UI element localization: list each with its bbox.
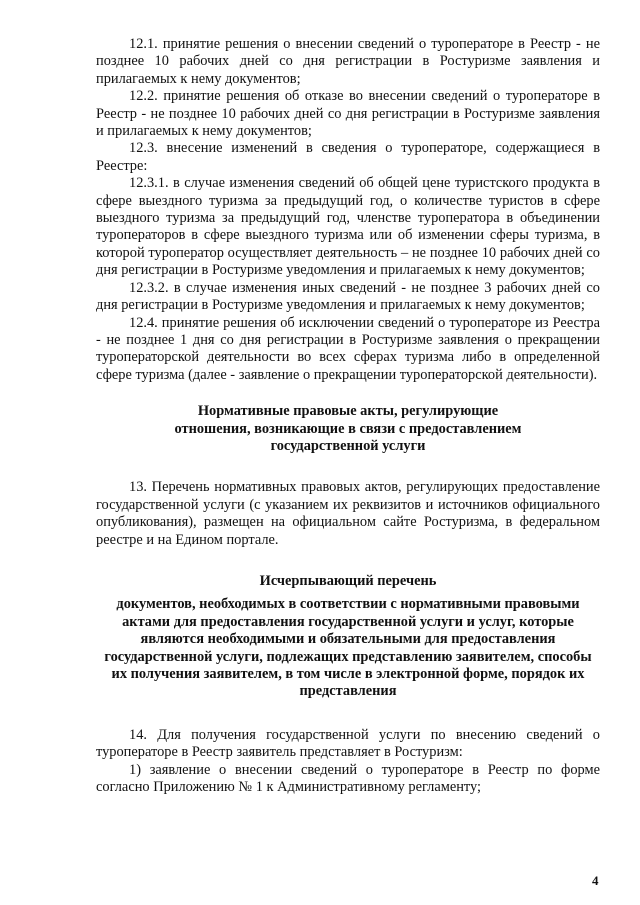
document-page: [96, 36, 600, 796]
paragraph-14: 14. Для получения государственной услуги по внесению сведений о туроператоре в Реестр заявитель представляет в Ростуризм:: [96, 726, 600, 761]
paragraph-12-1: 12.1. принятие решения о внесении сведений о туроператоре в Реестр - не позднее 10 рабочих дней со дня регистрации в Ростуризме заявления и прилагаемых к нему документов;: [96, 36, 600, 87]
paragraph-12-3: 12.3. внесение изменений в сведения о туроператоре, содержащиеся в Реестре:: [96, 140, 600, 174]
paragraph-12-3-1: 12.3.1. в случае изменения сведений об общей цене туристского продукта в сфере выездного туризма за предыдущий год, о количестве туристов в сфере выездного туризма за предыдущий год, членстве туроператора в объединении туроператоров в сфере выездного туризма или об изменении сферы туризма, в которой туроператор осуществляет деятельность – не позднее 10 рабочих дней со дня регистрации в Ростуризме уведомления и прилагаемых к нему документов;: [96, 175, 600, 279]
paragraph-13: 13. Перечень нормативных правовых актов, регулирующих предоставление государственной услуги (с указанием их реквизитов и источников официального опубликования), размещен на официальном сайте Ростуризма, в федеральном реестре и на Едином портале.: [96, 479, 600, 548]
section-heading-normative-acts: Нормативные правовые акты, регулирующие отношения, возникающие в связи с предоставлением государственной услуги: [174, 403, 522, 454]
paragraph-12-3-2: 12.3.2. в случае изменения иных сведений - не позднее 3 рабочих дней со дня регистрации в Ростуризме уведомления и прилагаемых к нему документов;: [96, 279, 600, 314]
paragraph-12-4: 12.4. принятие решения об исключении сведений о туроператоре из Реестра - не позднее 1 дня со дня регистрации в Ростуризме заявления о прекращении туроператорской деятельности во всех сферах туризма либо в определенной сфере туризма (далее - заявление о прекращении туроператорской деятельности).: [96, 314, 600, 383]
section-heading-documents-list: [96, 573, 600, 701]
paragraph-14-item-1: 1) заявление о внесении сведений о туроператоре в Реестр по форме согласно Приложению № 1 к Административному регламенту;: [96, 761, 600, 796]
section-heading-documents-title: Исчерпывающий перечень: [259, 572, 437, 589]
section-heading-documents-body: документов, необходимых в соответствии с нормативными правовыми актами для предоставления государственной услуги и услуг, которые являются необходимыми и обязательными для предоставления государственной услуги, подлежащих представлению заявителем, способы их получения заявителем, в том числе в электронной форме, порядок их представления: [104, 596, 592, 700]
page-number: 4: [592, 873, 599, 888]
paragraph-12-2: 12.2. принятие решения об отказе во внесении сведений о туроператоре в Реестр - не позднее 10 рабочих дней со дня регистрации в Ростуризме заявления и прилагаемых к нему документов;: [96, 88, 600, 140]
